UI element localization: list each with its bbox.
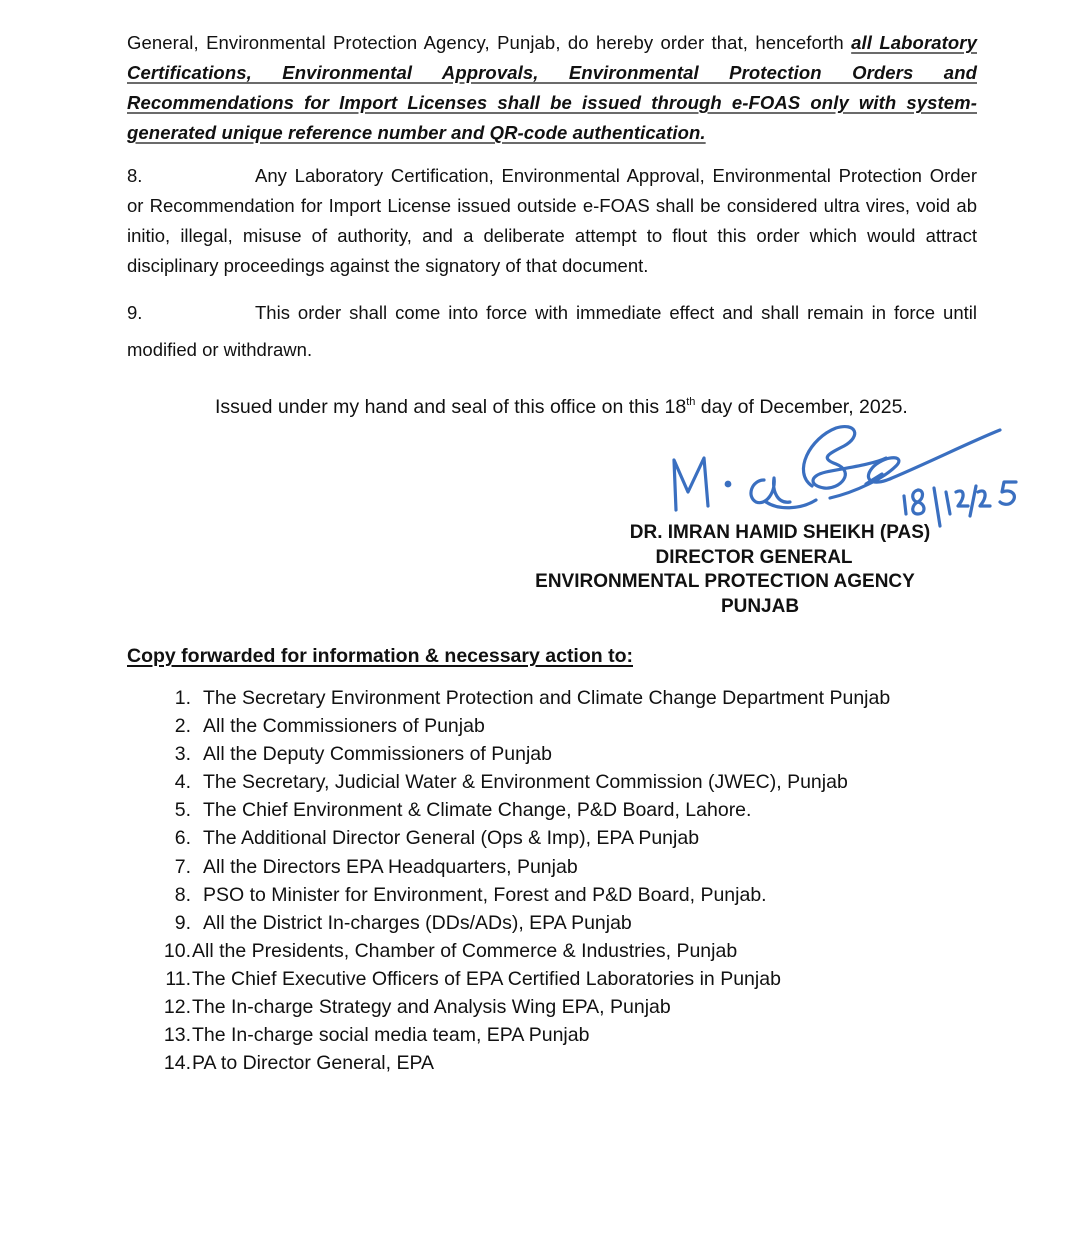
signature-date-5 — [1000, 482, 1016, 504]
recipient-number: 14. — [163, 1052, 191, 1075]
recipient-item — [155, 1021, 890, 1049]
recipient-text: All the Deputy Commissioners of Punjab — [203, 743, 552, 766]
signature-dot — [726, 482, 730, 486]
recipient-number: 11. — [165, 967, 191, 990]
copy-forwarded-heading: Copy forwarded for information & necessary action to: — [127, 645, 633, 667]
recipient-text: All the District In-charges (DDs/ADs), EPA Punjab — [203, 911, 632, 934]
signature-date-slash-2 — [970, 486, 976, 516]
recipient-number: 12. — [163, 996, 191, 1019]
paragraph-7 — [127, 28, 977, 148]
recipient-number: 13. — [163, 1024, 191, 1047]
recipient-text: All the Presidents, Chamber of Commerce & Industries, Punjab — [192, 939, 738, 962]
handwritten-signature — [660, 418, 1045, 536]
recipient-item — [155, 712, 890, 740]
signatory-place: PUNJAB — [720, 595, 800, 617]
recipient-number: 3. — [174, 743, 191, 766]
signatory-block — [505, 521, 975, 619]
recipient-item — [155, 768, 890, 796]
paragraph-8-text: Any Laboratory Certification, Environmental Approval, Environmental Protection Order or Recommendation for Import License issued outside e-FOAS shall be considered ultra vires, void ab initio, illegal, misuse of authority, and a deliberate attempt to flout this order which would attract disciplinary proceedings against the signatory of that document. — [127, 165, 977, 276]
signature-strokes — [674, 427, 1016, 526]
recipient-item — [155, 796, 890, 824]
recipient-item — [155, 993, 890, 1021]
signatory-organization: ENVIRONMENTAL PROTECTION AGENCY — [535, 571, 915, 592]
paragraph-9-number: 9. — [127, 302, 143, 323]
paragraph-9 — [127, 294, 977, 368]
paragraph-9-text: This order shall come into force with immediate effect and shall remain in force until modified or withdrawn. — [127, 302, 977, 360]
recipient-text: The Chief Environment & Climate Change, P&D Board, Lahore. — [203, 799, 752, 822]
signature-date-1b — [946, 492, 950, 514]
recipient-item — [155, 1049, 890, 1077]
signatory-name: DR. IMRAN HAMID SHEIKH (PAS) — [629, 522, 931, 543]
recipient-item — [155, 740, 890, 768]
issued-day-suffix: th — [686, 396, 696, 408]
issued-statement — [215, 393, 908, 421]
recipient-number: 9. — [174, 911, 191, 934]
recipient-item — [155, 881, 890, 909]
recipient-text: PA to Director General, EPA — [192, 1052, 435, 1075]
signature-date-2b — [978, 491, 990, 506]
recipient-text: The In-charge social media team, EPA Punjab — [192, 1024, 590, 1047]
recipient-text: The Chief Executive Officers of EPA Certified Laboratories in Punjab — [192, 967, 781, 990]
paragraph-7-emphasis: all Laboratory Certifications, Environmental Approvals, Environmental Protection Orders and Recommendations for Import Licenses shall be issued through e-FOAS only with system-generated unique reference number and QR-code authentication. — [127, 32, 977, 143]
recipient-text: The In-charge Strategy and Analysis Wing EPA, Punjab — [192, 996, 671, 1019]
recipient-item — [155, 684, 890, 712]
recipient-item — [155, 824, 890, 852]
recipient-item — [155, 909, 890, 937]
recipient-text: All the Directors EPA Headquarters, Punjab — [203, 855, 578, 878]
issued-before-day: Issued under my hand and seal of this office on this 18 — [215, 396, 687, 418]
recipient-list — [155, 684, 890, 1077]
recipient-number: 5. — [174, 799, 191, 822]
recipient-number: 6. — [174, 827, 191, 850]
recipient-text: All the Commissioners of Punjab — [203, 715, 485, 738]
recipient-item — [155, 965, 890, 993]
recipient-number: 10. — [163, 939, 191, 962]
recipient-item — [155, 937, 890, 965]
signature-loop-a — [751, 478, 790, 503]
recipient-number: 1. — [174, 687, 191, 709]
recipient-item — [155, 853, 890, 881]
signature-date-1 — [904, 496, 906, 514]
recipient-text: The Additional Director General (Ops & Imp), EPA Punjab — [203, 827, 700, 850]
recipient-text: The Secretary Environment Protection and Climate Change Department Punjab — [203, 687, 891, 709]
recipient-number: 8. — [174, 883, 191, 906]
signature-date-2 — [956, 491, 968, 506]
paragraph-7-lead: General, Environmental Protection Agency, Punjab, do hereby order that, henceforth — [127, 32, 852, 53]
signature-date-8 — [913, 490, 924, 514]
recipient-text: PSO to Minister for Environment, Forest and P&D Board, Punjab. — [203, 883, 767, 906]
signature-letter-m — [674, 458, 708, 510]
recipient-number: 2. — [174, 715, 191, 738]
signatory-title: DIRECTOR GENERAL — [655, 546, 853, 568]
recipient-number: 7. — [174, 855, 191, 878]
issued-after-day: day of December, 2025. — [695, 396, 908, 418]
paragraph-8-number: 8. — [127, 165, 143, 186]
recipient-number: 4. — [174, 771, 191, 794]
recipient-text: The Secretary, Judicial Water & Environment Commission (JWEC), Punjab — [203, 771, 848, 794]
paragraph-8 — [127, 161, 977, 281]
